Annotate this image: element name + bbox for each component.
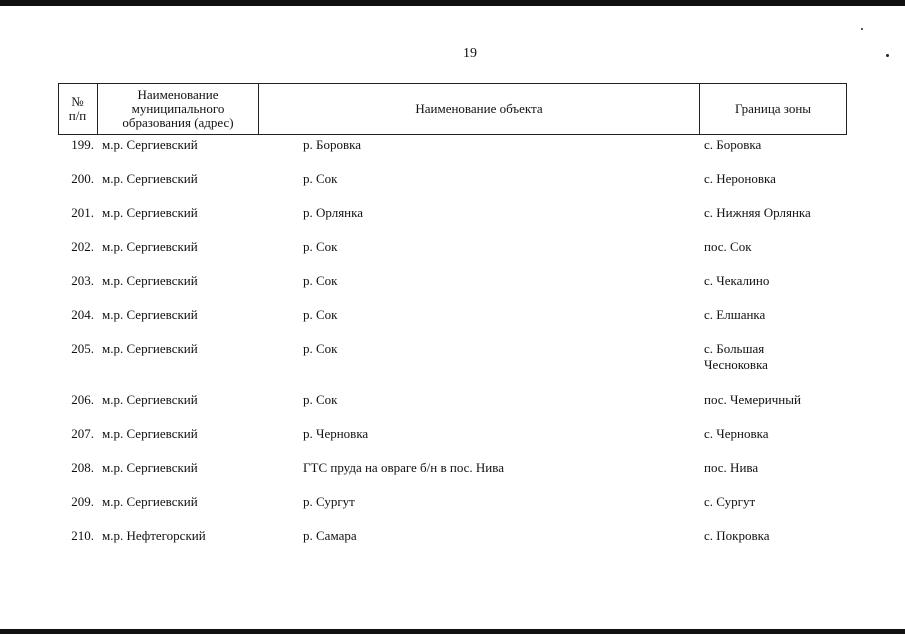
row-object: р. Боровка (303, 137, 361, 152)
row-object: р. Самара (303, 528, 357, 543)
row-zone: с. Нижняя Орлянка (704, 205, 811, 220)
header-municipality: Наименование муниципального образования (адрес) (122, 87, 234, 130)
row-municipality: м.р. Сергиевский (102, 205, 198, 220)
row-zone: с. Чекалино (704, 273, 770, 288)
scan-edge-bottom (0, 629, 905, 634)
header-zone: Граница зоны (734, 101, 812, 116)
row-municipality: м.р. Сергиевский (102, 273, 198, 288)
header-num: № п/п (68, 94, 87, 123)
row-object: р. Орлянка (303, 205, 364, 220)
row-zone: с. Елшанка (704, 307, 766, 322)
row-number: 200. (71, 171, 94, 186)
page-number: 19 (463, 46, 477, 61)
row-zone: с. Нероновка (704, 171, 776, 186)
row-number: 209. (71, 494, 94, 509)
row-zone: с. Черновка (704, 426, 769, 441)
row-zone: пос. Сок (704, 239, 752, 254)
row-number: 206. (71, 392, 94, 407)
row-number: 210. (71, 528, 94, 543)
row-object: р. Черновка (303, 426, 369, 441)
row-number: 199. (71, 137, 94, 152)
row-object: р. Сок (303, 307, 338, 322)
header-object: Наименование объекта (415, 101, 543, 116)
row-object: р. Сургут (303, 494, 355, 509)
row-municipality: м.р. Сергиевский (102, 239, 198, 254)
row-object: р. Сок (303, 273, 338, 288)
row-number: 203. (71, 273, 94, 288)
row-number: 208. (71, 460, 94, 475)
row-municipality: м.р. Сергиевский (102, 137, 198, 152)
row-zone: пос. Чемеричный (704, 392, 801, 407)
row-number: 205. (71, 341, 94, 356)
row-number: 202. (71, 239, 94, 254)
row-municipality: м.р. Нефтегорский (102, 528, 206, 543)
row-object: р. Сок (303, 171, 338, 186)
row-object: р. Сок (303, 341, 338, 356)
scan-speck (861, 28, 863, 30)
row-zone: с. Покровка (704, 528, 770, 543)
row-municipality: м.р. Сергиевский (102, 392, 198, 407)
row-municipality: м.р. Сергиевский (102, 341, 198, 356)
row-object: р. Сок (303, 392, 338, 407)
row-municipality: м.р. Сергиевский (102, 171, 198, 186)
row-municipality: м.р. Сергиевский (102, 494, 198, 509)
row-number: 204. (71, 307, 94, 322)
row-object: р. Сок (303, 239, 338, 254)
row-number: 201. (71, 205, 94, 220)
row-object: ГТС пруда на овраге б/н в пос. Нива (303, 460, 504, 475)
row-municipality: м.р. Сергиевский (102, 307, 198, 322)
row-zone: с. Сургут (704, 494, 756, 509)
row-municipality: м.р. Сергиевский (102, 426, 198, 441)
table-header (58, 83, 847, 135)
scan-edge-top (0, 0, 905, 6)
row-zone: пос. Нива (704, 460, 759, 475)
row-number: 207. (71, 426, 94, 441)
row-zone: с. Боровка (704, 137, 762, 152)
row-zone: с. Большая Чесноковка (704, 341, 768, 372)
row-municipality: м.р. Сергиевский (102, 460, 198, 475)
